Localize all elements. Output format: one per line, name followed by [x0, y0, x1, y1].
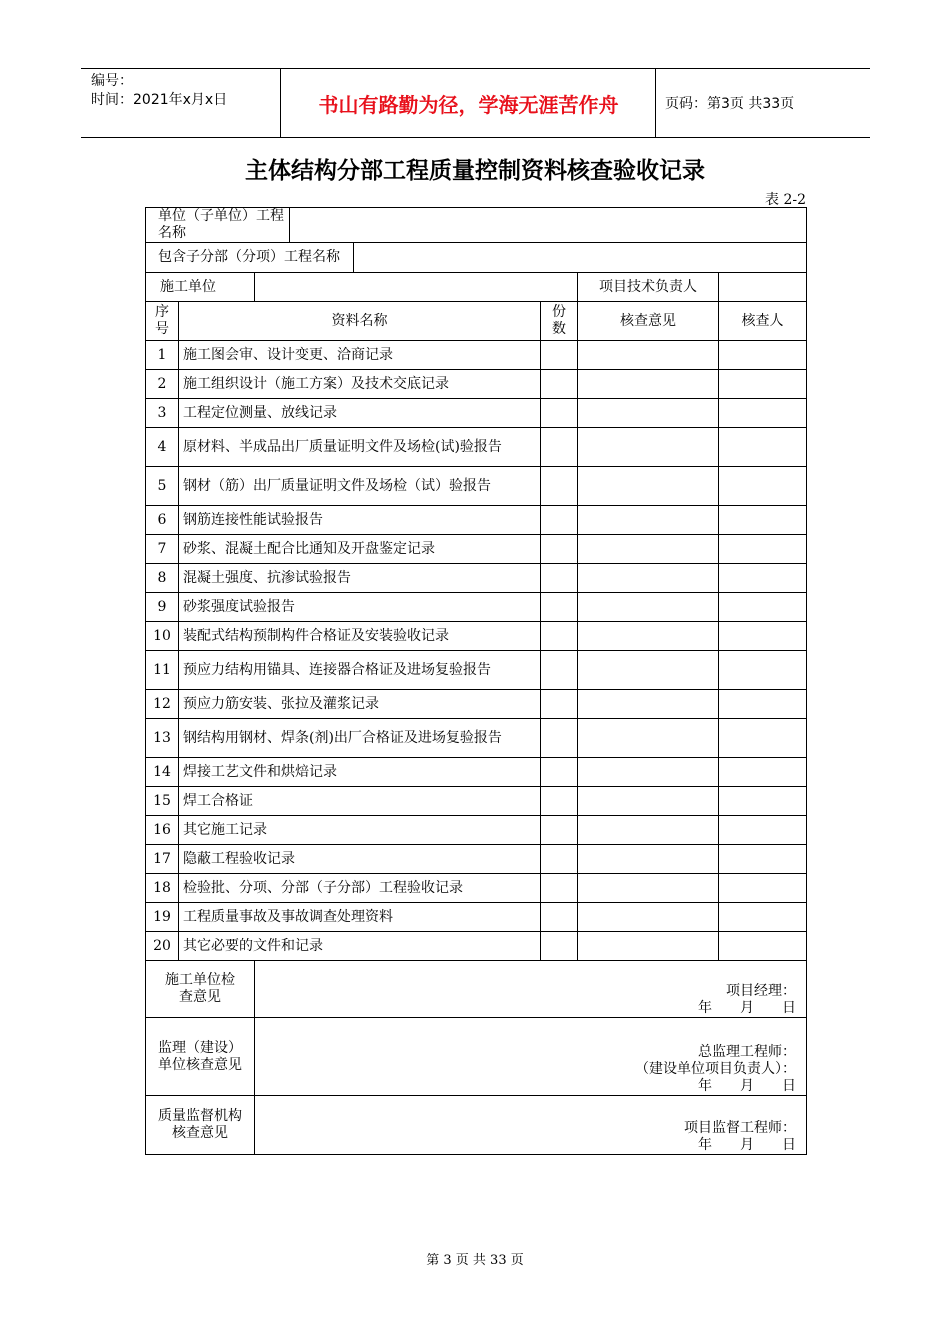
quality-check-opinion[interactable] — [255, 1096, 807, 1155]
table-row — [146, 535, 807, 564]
row-opinion[interactable] — [578, 593, 719, 622]
row-document-name: 装配式结构预制构件合格证及安装验收记录 — [179, 622, 541, 651]
row-number: 2 — [146, 370, 179, 399]
row-checker[interactable] — [719, 874, 807, 903]
col-name-header: 资料名称 — [179, 302, 541, 341]
row-checker[interactable] — [719, 787, 807, 816]
table-row — [146, 874, 807, 903]
row-opinion[interactable] — [578, 370, 719, 399]
row-document-name: 其它必要的文件和记录 — [179, 932, 541, 961]
row-document-name: 施工组织设计（施工方案）及技术交底记录 — [179, 370, 541, 399]
row-number: 5 — [146, 467, 179, 506]
row-opinion[interactable] — [578, 874, 719, 903]
row-document-name: 隐蔽工程验收记录 — [179, 845, 541, 874]
row-opinion[interactable] — [578, 758, 719, 787]
supervision-check-opinion[interactable] — [255, 1018, 807, 1096]
row-number: 16 — [146, 816, 179, 845]
table-row — [146, 816, 807, 845]
row-document-name: 施工图会审、设计变更、洽商记录 — [179, 341, 541, 370]
row-checker[interactable] — [719, 903, 807, 932]
row-checker[interactable] — [719, 593, 807, 622]
row-opinion[interactable] — [578, 719, 719, 758]
table-row — [146, 622, 807, 651]
table-row — [146, 690, 807, 719]
row-number: 6 — [146, 506, 179, 535]
row-copies[interactable] — [541, 845, 578, 874]
row-number: 8 — [146, 564, 179, 593]
col-copies-header: 份数 — [541, 302, 578, 341]
row-checker[interactable] — [719, 467, 807, 506]
tech-manager-value[interactable] — [719, 273, 807, 302]
row-opinion[interactable] — [578, 690, 719, 719]
row-opinion[interactable] — [578, 787, 719, 816]
unit-name-value[interactable] — [290, 208, 807, 243]
row-document-name: 检验批、分项、分部（子分部）工程验收记录 — [179, 874, 541, 903]
supervision-check-label: 监理（建设）单位核查意见 — [146, 1018, 255, 1096]
row-copies[interactable] — [541, 535, 578, 564]
header-page-number: 页码：第3页 共33页 — [665, 96, 795, 112]
row-checker[interactable] — [719, 341, 807, 370]
row-copies[interactable] — [541, 758, 578, 787]
row-number: 13 — [146, 719, 179, 758]
row-copies[interactable] — [541, 903, 578, 932]
row-copies[interactable] — [541, 787, 578, 816]
row-checker[interactable] — [719, 932, 807, 961]
quality-check-label: 质量监督机构核查意见 — [146, 1096, 255, 1155]
supervision-date: 年 月 日 — [698, 1078, 797, 1094]
table-row — [146, 428, 807, 467]
row-number: 19 — [146, 903, 179, 932]
table-row — [146, 506, 807, 535]
header-meta — [81, 69, 281, 137]
project-manager-label: 项目经理： — [726, 983, 797, 999]
row-copies[interactable] — [541, 874, 578, 903]
table-row — [146, 932, 807, 961]
row-copies[interactable] — [541, 428, 578, 467]
row-number: 4 — [146, 428, 179, 467]
row-number: 11 — [146, 651, 179, 690]
construction-date: 年 月 日 — [698, 1000, 797, 1016]
construction-check-opinion[interactable] — [255, 961, 807, 1018]
row-checker[interactable] — [719, 370, 807, 399]
owner-representative-label: （建设单位项目负责人）： — [635, 1061, 797, 1077]
table-row — [146, 719, 807, 758]
row-opinion[interactable] — [578, 903, 719, 932]
col-checker-header: 核查人 — [719, 302, 807, 341]
table-row — [146, 758, 807, 787]
row-number: 15 — [146, 787, 179, 816]
row-copies[interactable] — [541, 341, 578, 370]
col-opinion-header: 核查意见 — [578, 302, 719, 341]
col-seq-header: 序号 — [146, 302, 179, 341]
row-copies[interactable] — [541, 593, 578, 622]
header-motto: 书山有路勤为径，学海无涯苦作舟 — [282, 69, 656, 137]
row-document-name: 预应力筋安装、张拉及灌浆记录 — [179, 690, 541, 719]
quality-date: 年 月 日 — [698, 1137, 797, 1153]
unit-name-label: 单位（子单位）工程名称 — [146, 208, 290, 243]
row-opinion[interactable] — [578, 816, 719, 845]
row-document-name: 工程质量事故及事故调查处理资料 — [179, 903, 541, 932]
table-row — [146, 370, 807, 399]
row-opinion[interactable] — [578, 845, 719, 874]
row-opinion[interactable] — [578, 399, 719, 428]
table-row — [146, 903, 807, 932]
row-checker[interactable] — [719, 845, 807, 874]
table-row — [146, 651, 807, 690]
row-opinion[interactable] — [578, 651, 719, 690]
row-number: 10 — [146, 622, 179, 651]
row-opinion[interactable] — [578, 564, 719, 593]
row-document-name: 钢结构用钢材、焊条(剂)出厂合格证及进场复验报告 — [179, 719, 541, 758]
tech-manager-label: 项目技术负责人 — [578, 273, 719, 302]
row-checker[interactable] — [719, 690, 807, 719]
table-row — [146, 787, 807, 816]
page-footer: 第 3 页 共 33 页 — [426, 1253, 524, 1268]
table-row — [146, 399, 807, 428]
construction-unit-value[interactable] — [255, 273, 578, 302]
row-copies[interactable] — [541, 370, 578, 399]
row-opinion[interactable] — [578, 932, 719, 961]
row-copies[interactable] — [541, 564, 578, 593]
row-document-name: 原材料、半成品出厂质量证明文件及场检(试)验报告 — [179, 428, 541, 467]
row-opinion[interactable] — [578, 428, 719, 467]
row-document-name: 砂浆、混凝土配合比通知及开盘鉴定记录 — [179, 535, 541, 564]
row-copies[interactable] — [541, 622, 578, 651]
row-number: 1 — [146, 341, 179, 370]
row-checker[interactable] — [719, 719, 807, 758]
page-title: 主体结构分部工程质量控制资料核查验收记录 — [245, 157, 705, 184]
row-opinion[interactable] — [578, 535, 719, 564]
row-document-name: 预应力结构用锚具、连接器合格证及进场复验报告 — [179, 651, 541, 690]
table-row — [146, 467, 807, 506]
construction-check-label: 施工单位检查意见 — [146, 961, 255, 1018]
row-document-name: 工程定位测量、放线记录 — [179, 399, 541, 428]
row-copies[interactable] — [541, 816, 578, 845]
construction-unit-label: 施工单位 — [146, 273, 255, 302]
row-opinion[interactable] — [578, 622, 719, 651]
table-row — [146, 593, 807, 622]
row-checker[interactable] — [719, 651, 807, 690]
document-time-label: 时间：2021年x月x日 — [91, 92, 228, 108]
row-number: 20 — [146, 932, 179, 961]
row-copies[interactable] — [541, 399, 578, 428]
row-number: 3 — [146, 399, 179, 428]
row-number: 9 — [146, 593, 179, 622]
row-number: 17 — [146, 845, 179, 874]
row-document-name: 钢材（筋）出厂质量证明文件及场检（试）验报告 — [179, 467, 541, 506]
row-document-name: 其它施工记录 — [179, 816, 541, 845]
supervision-engineer-label: 项目监督工程师： — [684, 1120, 797, 1136]
chief-supervisor-label: 总监理工程师： — [698, 1044, 797, 1060]
row-checker[interactable] — [719, 399, 807, 428]
row-copies[interactable] — [541, 651, 578, 690]
row-number: 18 — [146, 874, 179, 903]
table-number: 表 2-2 — [765, 192, 806, 208]
row-checker[interactable] — [719, 758, 807, 787]
row-copies[interactable] — [541, 506, 578, 535]
row-number: 14 — [146, 758, 179, 787]
row-checker[interactable] — [719, 564, 807, 593]
row-copies[interactable] — [541, 932, 578, 961]
row-opinion[interactable] — [578, 506, 719, 535]
row-opinion[interactable] — [578, 341, 719, 370]
table-row — [146, 845, 807, 874]
row-checker[interactable] — [719, 535, 807, 564]
table-row — [146, 564, 807, 593]
row-document-name: 焊工合格证 — [179, 787, 541, 816]
row-document-name: 钢筋连接性能试验报告 — [179, 506, 541, 535]
page-header — [81, 68, 870, 138]
sub-unit-label: 包含子分部（分项）工程名称 — [146, 243, 354, 273]
row-number: 7 — [146, 535, 179, 564]
row-checker[interactable] — [719, 506, 807, 535]
row-document-name: 砂浆强度试验报告 — [179, 593, 541, 622]
sub-unit-value[interactable] — [354, 243, 807, 273]
row-opinion[interactable] — [578, 467, 719, 506]
row-copies[interactable] — [541, 690, 578, 719]
table-row — [146, 341, 807, 370]
row-copies[interactable] — [541, 719, 578, 758]
row-checker[interactable] — [719, 428, 807, 467]
row-number: 12 — [146, 690, 179, 719]
row-document-name: 混凝土强度、抗渗试验报告 — [179, 564, 541, 593]
row-copies[interactable] — [541, 467, 578, 506]
record-table — [145, 207, 807, 1155]
row-checker[interactable] — [719, 622, 807, 651]
row-document-name: 焊接工艺文件和烘焙记录 — [179, 758, 541, 787]
row-checker[interactable] — [719, 816, 807, 845]
document-number-label: 编号： — [91, 73, 133, 89]
